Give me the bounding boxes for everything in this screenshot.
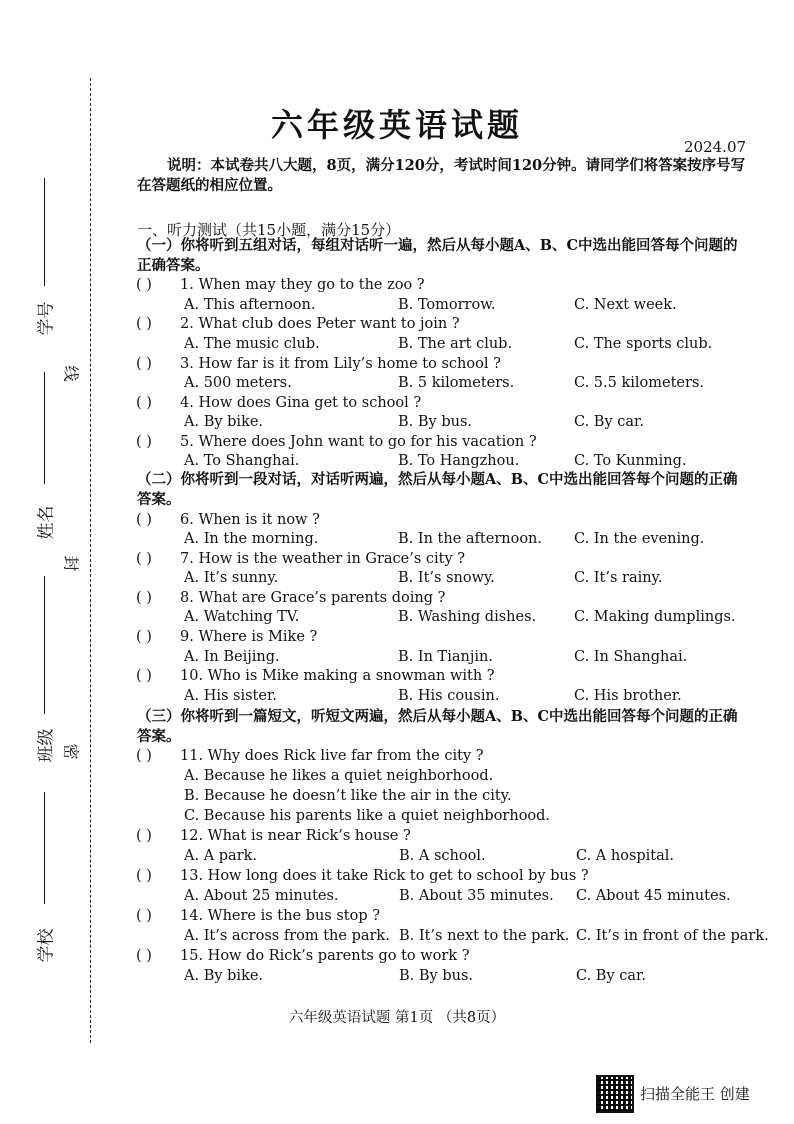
question-11: ( ) 11. Why does Rick live far from the city ? bbox=[136, 748, 484, 764]
fill-line-name bbox=[44, 372, 45, 484]
option-a: A. A park. bbox=[184, 848, 258, 864]
cut-word-secret: 密 bbox=[61, 743, 81, 760]
exam-date: 2024.07 bbox=[684, 138, 747, 156]
answer-blank[interactable]: ( ) bbox=[136, 277, 152, 293]
option-b: B. A school. bbox=[399, 848, 486, 864]
question-7: ( ) 7. How is the weather in Grace’s city ? bbox=[136, 551, 466, 567]
option-c: C. His brother. bbox=[574, 688, 682, 704]
option-c: C. It’s rainy. bbox=[574, 570, 663, 586]
answer-blank[interactable]: ( ) bbox=[136, 868, 152, 884]
scanner-watermark: 扫描全能王 创建 bbox=[640, 1085, 750, 1103]
part-2-instructions: （二）你将听到一段对话，对话听两遍，然后从每小题A、B、C中选出能回答每个问题的正确答案。 bbox=[137, 471, 738, 508]
option-a: A. This afternoon. bbox=[184, 297, 316, 313]
label-class: 班级 bbox=[36, 728, 57, 763]
option-c: C. By car. bbox=[576, 968, 646, 984]
answer-blank[interactable]: ( ) bbox=[136, 395, 152, 411]
option-b: B. Washing dishes. bbox=[398, 609, 537, 625]
label-school: 学校 bbox=[36, 928, 57, 963]
question-15: ( ) 15. How do Rick’s parents go to work ? bbox=[136, 948, 470, 964]
qr-code-icon bbox=[596, 1075, 634, 1113]
answer-blank[interactable]: ( ) bbox=[136, 948, 152, 964]
option-b: B. Tomorrow. bbox=[398, 297, 496, 313]
option-b: B. The art club. bbox=[398, 336, 513, 352]
page-title: 六年级英语试题 bbox=[270, 106, 523, 144]
exam-instructions: 说明：本试卷共八大题，8页，满分120分，考试时间120分钟。请同学们将答案按序号写在答题纸的相应位置。 bbox=[137, 157, 746, 194]
option-b: B. Because he doesn’t like the air in the city. bbox=[184, 788, 512, 804]
option-a: A. Watching TV. bbox=[184, 609, 300, 625]
question-2: ( ) 2. What club does Peter want to join ? bbox=[136, 316, 460, 332]
option-c: C. The sports club. bbox=[574, 336, 713, 352]
option-b: B. By bus. bbox=[399, 968, 474, 984]
section-heading: 一、听力测试（共15小题，满分15分） bbox=[137, 221, 401, 239]
option-c: C. To Kunming. bbox=[574, 453, 687, 469]
seal-cut-line bbox=[90, 78, 91, 1043]
question-9: ( ) 9. Where is Mike ? bbox=[136, 629, 318, 645]
question-5: ( ) 5. Where does John want to go for his vacation ? bbox=[136, 434, 537, 450]
option-b: B. About 35 minutes. bbox=[399, 888, 554, 904]
cut-word-seal: 封 bbox=[61, 555, 81, 572]
answer-blank[interactable]: ( ) bbox=[136, 748, 152, 764]
option-c: C. It’s in front of the park. bbox=[576, 928, 769, 944]
part-3-instructions: （三）你将听到一篇短文，听短文两遍，然后从每小题A、B、C中选出能回答每个问题的正确答案。 bbox=[137, 708, 738, 745]
answer-blank[interactable]: ( ) bbox=[136, 316, 152, 332]
option-a: A. Because he likes a quiet neighborhood. bbox=[184, 768, 494, 784]
option-c: C. Because his parents like a quiet neighborhood. bbox=[184, 808, 551, 824]
fill-line-student-id bbox=[44, 178, 45, 286]
question-10: ( ) 10. Who is Mike making a snowman with ? bbox=[136, 668, 495, 684]
option-a: A. The music club. bbox=[184, 336, 320, 352]
part-1-instructions: （一）你将听到五组对话，每组对话听一遍，然后从每小题A、B、C中选出能回答每个问题的正确答案。 bbox=[137, 237, 738, 274]
option-c: C. In Shanghai. bbox=[574, 649, 688, 665]
option-b: B. It’s next to the park. bbox=[399, 928, 570, 944]
question-14: ( ) 14. Where is the bus stop ? bbox=[136, 908, 380, 924]
option-c: C. Making dumplings. bbox=[574, 609, 736, 625]
option-c: C. A hospital. bbox=[576, 848, 675, 864]
fill-line-school bbox=[44, 792, 45, 904]
option-b: B. In Tianjin. bbox=[398, 649, 493, 665]
option-c: C. By car. bbox=[574, 414, 644, 430]
option-a: A. By bike. bbox=[184, 968, 264, 984]
option-b: B. To Hangzhou. bbox=[398, 453, 520, 469]
option-a: A. His sister. bbox=[184, 688, 277, 704]
option-b: B. It’s snowy. bbox=[398, 570, 495, 586]
answer-blank[interactable]: ( ) bbox=[136, 629, 152, 645]
option-a: A. To Shanghai. bbox=[184, 453, 300, 469]
answer-blank[interactable]: ( ) bbox=[136, 512, 152, 528]
label-student-id: 学号 bbox=[36, 301, 57, 336]
cut-word-line: 线 bbox=[61, 365, 81, 382]
question-13: ( ) 13. How long does it take Rick to get to school by bus ? bbox=[136, 868, 589, 884]
answer-blank[interactable]: ( ) bbox=[136, 590, 152, 606]
fill-line-class bbox=[44, 576, 45, 714]
option-c: C. 5.5 kilometers. bbox=[574, 375, 704, 391]
option-a: A. 500 meters. bbox=[184, 375, 292, 391]
option-a: A. About 25 minutes. bbox=[184, 888, 339, 904]
option-a: A. In Beijing. bbox=[184, 649, 280, 665]
question-3: ( ) 3. How far is it from Lily’s home to school ? bbox=[136, 356, 501, 372]
question-6: ( ) 6. When is it now ? bbox=[136, 512, 320, 528]
answer-blank[interactable]: ( ) bbox=[136, 908, 152, 924]
answer-blank[interactable]: ( ) bbox=[136, 828, 152, 844]
option-b: B. In the afternoon. bbox=[398, 531, 543, 547]
label-name: 姓名 bbox=[36, 505, 57, 540]
question-8: ( ) 8. What are Grace’s parents doing ? bbox=[136, 590, 446, 606]
question-4: ( ) 4. How does Gina get to school ? bbox=[136, 395, 422, 411]
answer-blank[interactable]: ( ) bbox=[136, 434, 152, 450]
option-b: B. By bus. bbox=[398, 414, 473, 430]
option-c: C. About 45 minutes. bbox=[576, 888, 731, 904]
page-footer: 六年级英语试题 第1页 （共8页） bbox=[288, 1010, 506, 1026]
option-a: A. In the morning. bbox=[184, 531, 319, 547]
answer-blank[interactable]: ( ) bbox=[136, 356, 152, 372]
answer-blank[interactable]: ( ) bbox=[136, 668, 152, 684]
option-b: B. His cousin. bbox=[398, 688, 500, 704]
option-a: A. It’s across from the park. bbox=[184, 928, 390, 944]
option-a: A. By bike. bbox=[184, 414, 264, 430]
option-c: C. Next week. bbox=[574, 297, 677, 313]
option-b: B. 5 kilometers. bbox=[398, 375, 515, 391]
question-12: ( ) 12. What is near Rick’s house ? bbox=[136, 828, 411, 844]
option-c: C. In the evening. bbox=[574, 531, 705, 547]
option-a: A. It’s sunny. bbox=[184, 570, 279, 586]
answer-blank[interactable]: ( ) bbox=[136, 551, 152, 567]
question-1: ( ) 1. When may they go to the zoo ? bbox=[136, 277, 425, 293]
